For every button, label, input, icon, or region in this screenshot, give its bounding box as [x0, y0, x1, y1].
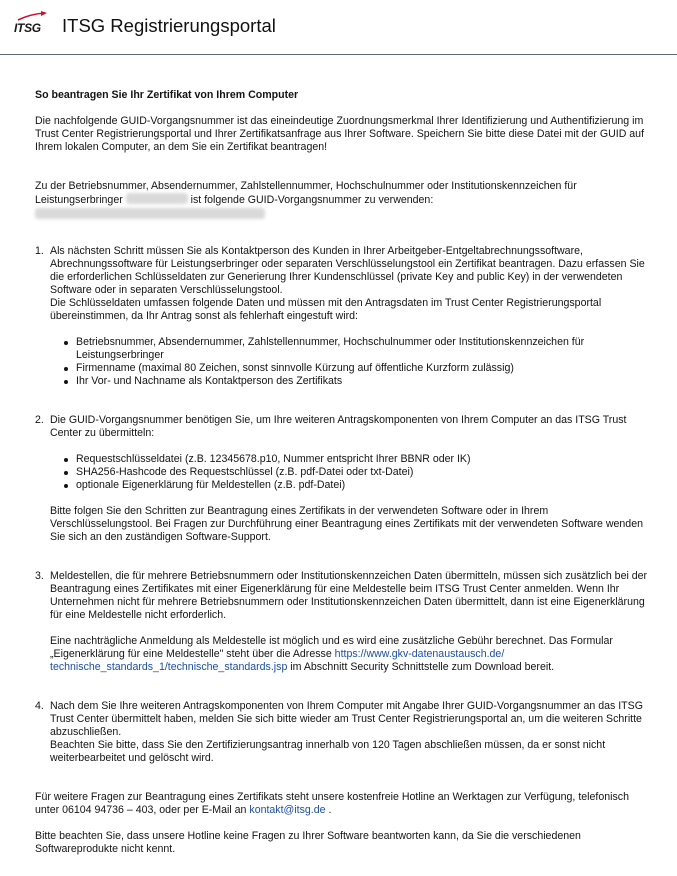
- intro-text: Die nachfolgende GUID-Vorgangsnummer ist das eineindeutige Zuordnungsmerkmal Ihrer Identifizierung und Authentifizierung im Trust Center Registrierungsportal und Ihrer Zertifikatsanfrage aus Ihrer Software. Speichern Sie bitte diese Datei mit der GUID auf Ihrem lokalen Computer, an dem Sie ein Zertifikat beantragen!: [35, 115, 645, 153]
- step-3: [35, 570, 650, 674]
- hotline-text: [35, 791, 650, 817]
- list-item: Firmenname (maximal 80 Zeichen, sonst sinnvolle Kürzung auf öffentliche Kurzform zulässig): [76, 362, 650, 375]
- app-header: [0, 0, 677, 55]
- step-1-text-a: Als nächsten Schritt müssen Sie als Kontaktperson des Kunden in Ihrer Arbeitgeber-Entgeltabrechnungssoftware, Abrechnungssoftware für Leistungserbringer oder separaten Verschlüsselungstool ein Zertifikat beantragen. Dazu erfassen Sie die erforderlichen Schlüsseldaten zur Generierung Ihrer Kundenschlüssel (private Key and public Key) in der verwendeten Software oder in separaten Verschlüsselungstool.: [50, 245, 645, 296]
- step-number: 3.: [35, 570, 44, 582]
- step-number: 1.: [35, 245, 44, 257]
- redacted-guid: [35, 208, 265, 219]
- step-3-text: Meldestellen, die für mehrere Betriebsnummern oder Institutionskennzeichen Daten übermitteln, müssen sich zusätzlich bei der Beantragung eines Zertifikates mit einer Eigenerklärung für eine Meldestelle beim ITSG Trust Center anmelden. Wenn Ihr Unternehmen nicht für mehrere Betriebsnummern oder Institutionskennzeichen Daten übermittelt, dann ist eine Eigenerklärung für eine Meldestelle nicht erforderlich.: [50, 570, 648, 621]
- app-title: ITSG Registrierungsportal: [62, 15, 276, 36]
- download-link[interactable]: https://www.gkv-datenaustausch.de/ technische_standards_1/technische_standards.jsp: [50, 648, 505, 673]
- hotline-note: Bitte beachten Sie, dass unsere Hotline keine Fragen zu Ihrer Software beantworten kann, da Sie die verschiedenen Softwareprodukte nicht kennt.: [35, 830, 581, 855]
- email-link[interactable]: kontakt@itsg.de: [249, 804, 326, 816]
- itsg-logo[interactable]: [14, 10, 48, 38]
- guid-intro-text-b: ist folgende GUID-Vorgangsnummer zu verwenden:: [190, 194, 434, 206]
- step-2-list: [50, 453, 650, 492]
- logo-text: ITSG: [14, 21, 41, 35]
- step-4-text-b: Beachten Sie bitte, dass Sie den Zertifizierungsantrag innerhalb von 120 Tagen abschließen müssen, da er sonst nicht weiterbearbeitet und gelöscht wird.: [50, 739, 606, 764]
- list-item: Requestschlüsseldatei (z.B. 12345678.p10, Nummer entspricht Ihrer BBNR oder IK): [76, 453, 650, 466]
- step-number: 2.: [35, 414, 44, 426]
- page-heading: So beantragen Sie Ihr Zertifikat von Ihrem Computer: [35, 89, 299, 101]
- step-2: [35, 414, 650, 544]
- step-number: 4.: [35, 700, 44, 712]
- step-4-text-a: Nach dem Sie Ihre weiteren Antragskomponenten von Ihrem Computer mit Angabe Ihrer GUID-Vorgangsnummer an das ITSG Trust Center übermittelt haben, melden Sie sich bitte wieder am Trust Center Registrierungsportal an, um die weiteren Schritte abzuschließen.: [50, 700, 643, 738]
- step-3-follow-a: Eine nachträgliche Anmeldung als Meldestelle ist möglich und es wird eine zusätzliche Gebühr berechnet. Das Formular „Eigenerklärung für eine Meldestelle" steht über die Adresse: [50, 635, 613, 660]
- step-1-text-b: Die Schlüsseldaten umfassen folgende Daten und müssen mit den Antragsdaten im Trust Center Registrierungsportal übereinstimmen, da Ihr Antrag sonst als fehlerhaft eingestuft wird:: [50, 297, 602, 322]
- step-1: [35, 245, 650, 388]
- step-3-follow-b: im Abschnitt Security Schnittstelle zum Download bereit.: [290, 661, 555, 673]
- guid-intro-text-a: Zu der Betriebsnummer, Absendernummer, Zahlstellennummer, Hochschulnummer oder Institutionskennzeichen für Leistungserbringer: [35, 180, 577, 206]
- list-item: Ihr Vor- und Nachname als Kontaktperson des Zertifikats: [76, 375, 650, 388]
- step-2-follow: Bitte folgen Sie den Schritten zur Beantragung eines Zertifikats in der verwendeten Software oder in Ihrem Verschlüsselungstool. Bei Fragen zur Durchführung einer Beantragung eines Zertifikats mit der verwendeten Software wenden Sie sich an den zuständigen Software-Support.: [50, 505, 643, 543]
- list-item: optionale Eigenerklärung für Meldestellen (z.B. pdf-Datei): [76, 479, 650, 492]
- step-1-list: [50, 336, 650, 388]
- guid-intro: [35, 180, 650, 207]
- list-item: SHA256-Hashcode des Requestschlüssel (z.B. pdf-Datei oder txt-Datei): [76, 466, 650, 479]
- step-4: [35, 700, 650, 765]
- main-content: [35, 89, 650, 856]
- hotline-text-b: .: [328, 804, 332, 816]
- step-2-text: Die GUID-Vorgangsnummer benötigen Sie, um Ihre weiteren Antragskomponenten von Ihrem Computer an das ITSG Trust Center zu übermitteln:: [50, 414, 627, 439]
- redacted-number: [126, 193, 188, 204]
- hotline-text-a: Für weitere Fragen zur Beantragung eines Zertifikats steht unsere kostenfreie Hotline an Werktagen zur Verfügung, telefonisch unter 06104 94736 – 403, oder per E-Mail an: [35, 791, 629, 816]
- list-item: Betriebsnummer, Absendernummer, Zahlstellennummer, Hochschulnummer oder Institutionskennzeichen für Leistungserbringer: [76, 336, 650, 362]
- step-3-follow: [50, 635, 650, 674]
